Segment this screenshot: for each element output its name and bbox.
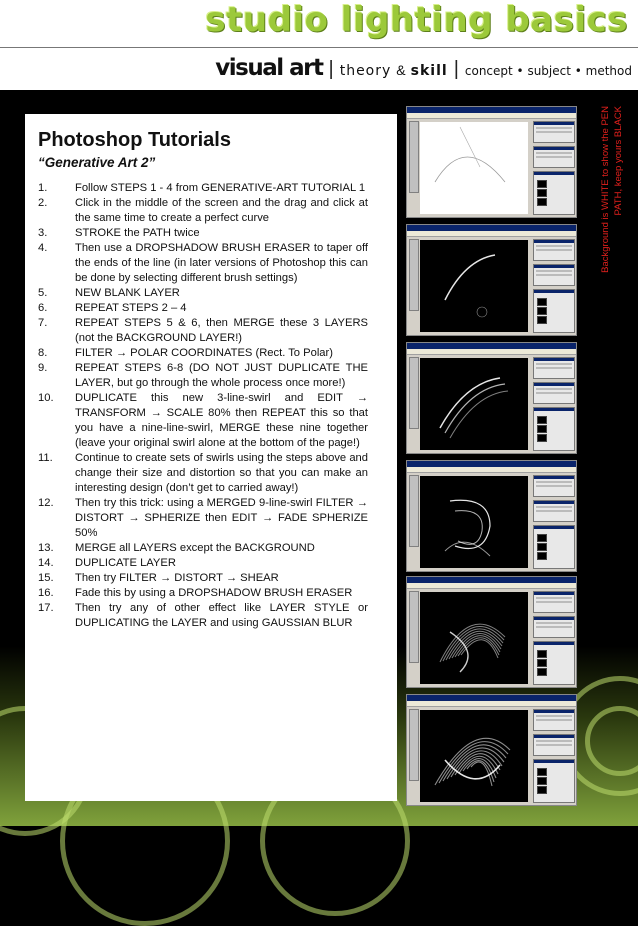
step-item	[38, 601, 368, 631]
step-item	[38, 451, 368, 496]
palette-column	[533, 239, 575, 333]
layers-palette	[533, 641, 575, 685]
step-number: 10.	[38, 392, 54, 404]
step-text: NEW BLANK LAYER	[75, 287, 180, 299]
options-bar	[407, 701, 576, 707]
step-item	[38, 346, 368, 361]
palette-column	[533, 357, 575, 451]
step-text: Then use a DROPSHADOW BRUSH ERASER to taper off the ends of the line (in later versions of Photoshop this can be done by selecting different brush settings)	[75, 242, 368, 284]
layer-thumbnail	[537, 768, 547, 776]
tutorial-subtitle: “Generative Art 2”	[38, 155, 156, 170]
artwork-preview	[420, 240, 528, 332]
layers-palette	[533, 289, 575, 333]
layers-palette	[533, 759, 575, 803]
step-number: 15.	[38, 572, 54, 584]
step-text: Then try this trick: using a MERGED 9-line-swirl FILTER → DISTORT → SPHERIZE then EDIT → FADE SPHERIZE 50%	[75, 497, 368, 539]
step-item	[38, 286, 368, 301]
photoshop-screenshot	[406, 224, 577, 336]
toolbox-panel	[409, 239, 419, 311]
step-number: 2.	[38, 197, 48, 209]
color-palette	[533, 382, 575, 404]
step-text: MERGE all LAYERS except the BACKGROUND	[75, 542, 315, 554]
navigator-palette	[533, 239, 575, 261]
photoshop-screenshot	[406, 460, 577, 572]
brand-logo: visual art	[215, 55, 323, 81]
color-palette	[533, 146, 575, 168]
layer-thumbnail	[537, 786, 547, 794]
layer-thumbnail	[537, 180, 547, 188]
brand-separator: |	[328, 58, 334, 80]
photoshop-screenshot	[406, 106, 577, 218]
layers-palette	[533, 171, 575, 215]
swirl-stroke	[455, 511, 482, 545]
step-number: 11.	[38, 452, 53, 464]
navigator-palette	[533, 709, 575, 731]
layer-thumbnail	[537, 307, 547, 315]
options-bar	[407, 113, 576, 119]
layer-thumbnail	[537, 434, 547, 442]
palette-column	[533, 591, 575, 685]
layer-thumbnail	[537, 543, 547, 551]
side-note-text: Background is WHITE to show the PEN PATH, keep yours BLACK	[600, 106, 624, 273]
step-number: 17.	[38, 602, 54, 614]
layer-thumbnail	[537, 552, 547, 560]
step-number: 7.	[38, 317, 48, 329]
white-canvas	[420, 122, 528, 214]
options-bar	[407, 467, 576, 473]
document-canvas	[420, 476, 528, 568]
color-palette	[533, 734, 575, 756]
options-bar	[407, 583, 576, 589]
layer-thumbnail	[537, 316, 547, 324]
toolbox-panel	[409, 591, 419, 663]
step-number: 12.	[38, 497, 54, 509]
swirl-stroke	[445, 384, 505, 433]
step-item	[38, 361, 368, 391]
navigator-palette	[533, 591, 575, 613]
photoshop-screenshot	[406, 342, 577, 454]
step-item	[38, 316, 368, 346]
brand-skill: skill	[410, 63, 448, 79]
step-text: Follow STEPS 1 - 4 from GENERATIVE-ART TUTORIAL 1	[75, 182, 366, 194]
color-palette	[533, 500, 575, 522]
brush-cursor	[477, 307, 487, 317]
step-text: Then try FILTER → DISTORT → SHEAR	[75, 572, 279, 584]
step-text: Then try any of other effect like LAYER STYLE or DUPLICATING the LAYER and using GAUSSIAN BLUR	[75, 602, 368, 629]
step-item	[38, 391, 368, 451]
step-number: 9.	[38, 362, 48, 374]
step-item	[38, 241, 368, 286]
step-text: Fade this by using a DROPSHADOW BRUSH ERASER	[75, 587, 353, 599]
toolbox-panel	[409, 475, 419, 547]
step-text: Continue to create sets of swirls using the steps above and change their size and distortion so that you can make an interesting design (don’t get to carried away!)	[75, 452, 368, 494]
studio-title: studio lighting basics	[205, 0, 628, 40]
header-divider	[0, 47, 638, 48]
artwork-preview	[420, 476, 528, 568]
toolbox-panel	[409, 121, 419, 193]
layers-palette	[533, 407, 575, 451]
step-number: 6.	[38, 302, 48, 314]
step-item	[38, 301, 368, 316]
color-palette	[533, 264, 575, 286]
step-item	[38, 541, 368, 556]
color-palette	[533, 616, 575, 638]
brand-theory: theory	[339, 63, 392, 79]
brand-row	[215, 55, 632, 79]
brand-ampersand: &	[396, 62, 406, 78]
navigator-palette	[533, 357, 575, 379]
options-bar	[407, 231, 576, 237]
layer-thumbnail	[537, 668, 547, 676]
step-text: REPEAT STEPS 5 & 6, then MERGE these 3 LAYERS (not the BACKGROUND LAYER!)	[75, 317, 368, 344]
step-text: REPEAT STEPS 6-8 (DO NOT JUST DUPLICATE THE LAYER, but go through the whole process once more!)	[75, 362, 368, 389]
swirl-stroke	[445, 255, 495, 300]
step-item	[38, 496, 368, 541]
layer-thumbnail	[537, 425, 547, 433]
step-text: FILTER → POLAR COORDINATES (Rect. To Polar)	[75, 347, 333, 359]
step-number: 5.	[38, 287, 48, 299]
document-canvas	[420, 710, 528, 802]
document-canvas	[420, 122, 528, 214]
step-number: 16.	[38, 587, 54, 599]
step-number: 14.	[38, 557, 54, 569]
step-item	[38, 196, 368, 226]
photoshop-screenshot	[406, 694, 577, 806]
step-text: DUPLICATE LAYER	[75, 557, 176, 569]
tutorial-panel	[25, 114, 397, 801]
layer-thumbnail	[537, 777, 547, 785]
photoshop-screenshot	[406, 576, 577, 688]
toolbox-panel	[409, 709, 419, 781]
page-header	[0, 0, 638, 90]
step-text: DUPLICATE this new 3-line-swirl and EDIT → TRANSFORM → SCALE 80% then REPEAT this so that you have a nine-line-swirl, MERGE these nine together (leave your original swirl alone at the bottom of the page!)	[75, 392, 368, 449]
document-canvas	[420, 358, 528, 450]
step-number: 13.	[38, 542, 54, 554]
layers-palette	[533, 525, 575, 569]
layer-thumbnail	[537, 416, 547, 424]
layer-thumbnail	[537, 298, 547, 306]
step-number: 8.	[38, 347, 48, 359]
step-text: REPEAT STEPS 2 – 4	[75, 302, 187, 314]
swirl-stroke	[471, 762, 492, 786]
artwork-preview	[420, 358, 528, 450]
layer-thumbnail	[537, 659, 547, 667]
swirl-stroke	[450, 391, 508, 438]
swirl-stroke	[450, 500, 490, 548]
side-note	[593, 106, 633, 286]
step-text: Click in the middle of the screen and the drag and click at the same time to create a perfect curve	[75, 197, 368, 224]
step-item	[38, 586, 368, 601]
artwork-preview	[420, 710, 528, 802]
palette-column	[533, 121, 575, 215]
step-item	[38, 556, 368, 571]
navigator-palette	[533, 121, 575, 143]
layer-thumbnail	[537, 189, 547, 197]
artwork-preview	[420, 592, 528, 684]
toolbox-panel	[409, 357, 419, 429]
navigator-palette	[533, 475, 575, 497]
brand-separator-2: |	[453, 58, 459, 80]
document-canvas	[420, 240, 528, 332]
steps-list	[38, 181, 368, 631]
step-item	[38, 181, 368, 196]
layer-thumbnail	[537, 198, 547, 206]
options-bar	[407, 349, 576, 355]
brand-tagline: concept • subject • method	[464, 64, 632, 78]
palette-column	[533, 475, 575, 569]
step-number: 1.	[38, 182, 48, 194]
layer-thumbnail	[537, 650, 547, 658]
tutorial-title: Photoshop Tutorials	[38, 129, 231, 151]
step-item	[38, 571, 368, 586]
step-text: STROKE the PATH twice	[75, 227, 200, 239]
swirl-stroke	[440, 378, 500, 428]
step-item	[38, 226, 368, 241]
step-number: 4.	[38, 242, 48, 254]
layer-thumbnail	[537, 534, 547, 542]
step-number: 3.	[38, 227, 48, 239]
document-canvas	[420, 592, 528, 684]
palette-column	[533, 709, 575, 803]
artwork-preview	[420, 122, 528, 214]
